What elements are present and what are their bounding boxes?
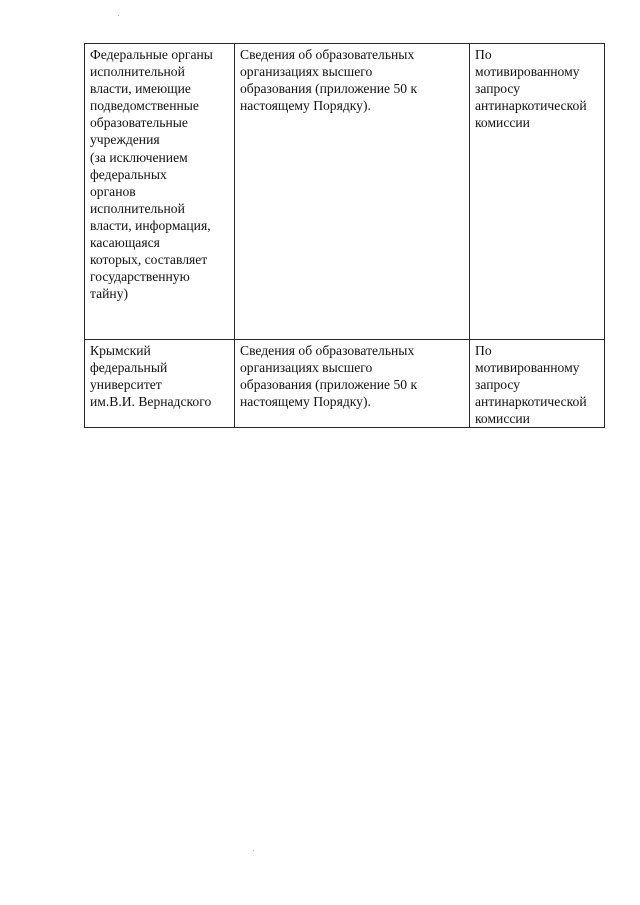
table-row (85, 44, 605, 340)
cell-deadline: По мотивированному запросу антинаркотической комиссии (470, 340, 605, 428)
cell-organization: Федеральные органы исполнительной власти, имеющие подведомственные образовательные учреждения (за исключением федеральных органов исполнительной власти, информация, касающаяся которых, составляет государственную тайну) (85, 44, 235, 340)
table-row (85, 340, 605, 428)
scan-speck (118, 15, 119, 16)
cell-organization: Крымский федеральный университет им.В.И. Вернадского (85, 340, 235, 428)
cell-deadline: По мотивированному запросу антинаркотической комиссии (470, 44, 605, 340)
scan-speck (253, 850, 254, 851)
cell-information: Сведения об образовательных организациях высшего образования (приложение 50 к настоящему Порядку). (235, 340, 470, 428)
cell-information: Сведения об образовательных организациях высшего образования (приложение 50 к настоящему Порядку). (235, 44, 470, 340)
data-table (84, 43, 605, 428)
